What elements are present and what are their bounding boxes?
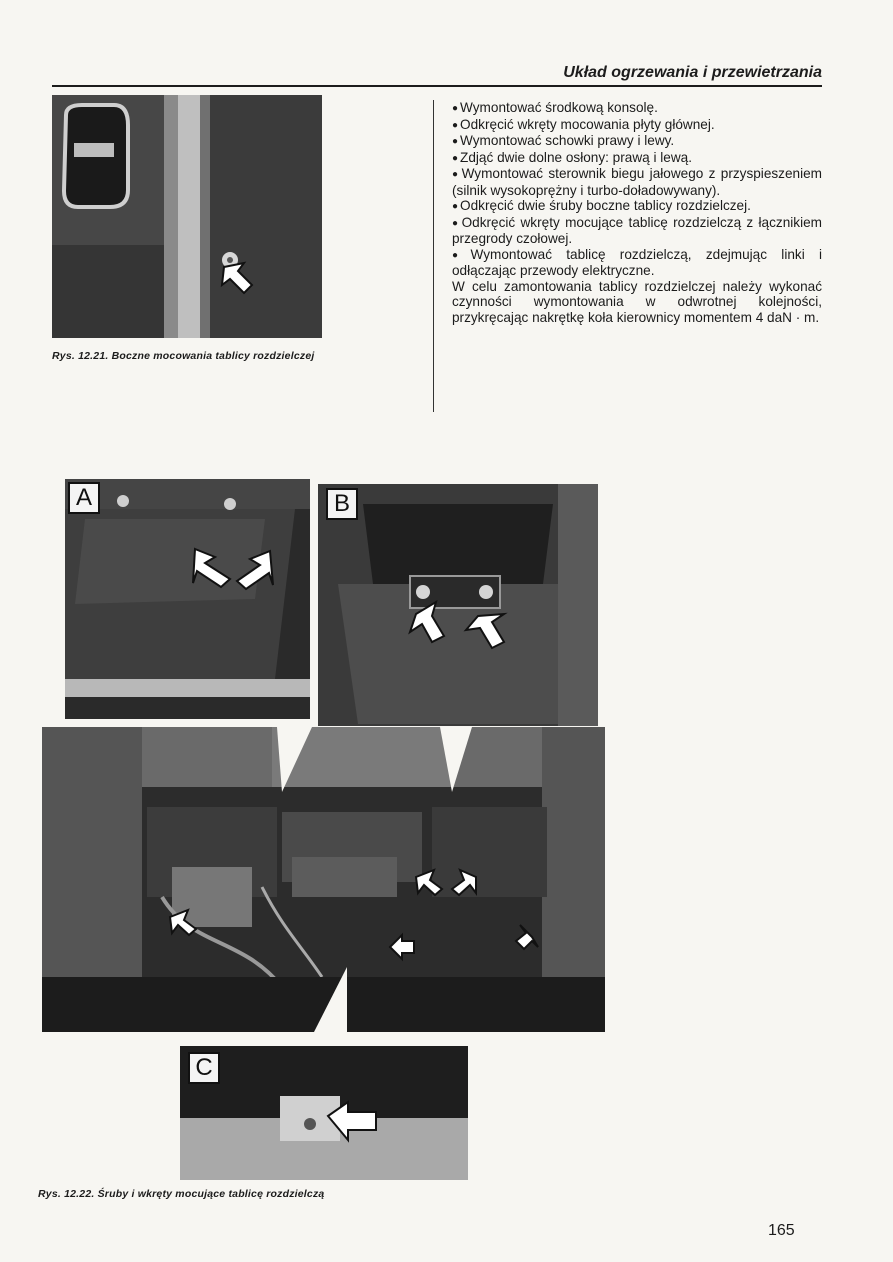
figure-12-22-photo-c <box>180 1046 468 1180</box>
figure-12-22-photo-main <box>42 727 605 1032</box>
photo-label-b: B <box>326 488 358 520</box>
running-head: Układ ogrzewania i przewietrzania <box>563 64 822 81</box>
figure-12-22-photo-a <box>65 479 310 719</box>
instruction-step: ● Odkręcić wkręty mocujące tablicę rozdzielczą z łącznikiem przegrody czołowej. <box>452 215 822 247</box>
figure-12-21-caption: Rys. 12.21. Boczne mocowania tablicy rozdzielczej <box>52 350 315 362</box>
instructions-text <box>452 100 822 325</box>
instruction-step: ● Wymontować schowki prawy i lewy. <box>452 133 822 150</box>
figure-12-21-photo <box>52 95 322 338</box>
column-divider <box>433 100 434 412</box>
photo-label-c: C <box>188 1052 220 1084</box>
header-rule <box>52 85 822 87</box>
instruction-step: ● Zdjąć dwie dolne osłony: prawą i lewą. <box>452 150 822 167</box>
page-number: 165 <box>768 1222 795 1239</box>
figure-12-22-caption: Rys. 12.22. Śruby i wkręty mocujące tablicę rozdzielczą <box>38 1188 325 1200</box>
photo-label-a: A <box>68 482 100 514</box>
figure-12-22-photo-b <box>318 484 598 726</box>
instruction-step: ● Wymontować sterownik biegu jałowego z przyspieszeniem (silnik wysokoprężny i turbo-doładowywany). <box>452 166 822 198</box>
instruction-step: ● Odkręcić dwie śruby boczne tablicy rozdzielczej. <box>452 198 822 215</box>
instruction-step: ● Wymontować tablicę rozdzielczą, zdejmując linki i odłączając przewody elektryczne. <box>452 247 822 279</box>
instruction-step: ● Wymontować środkową konsolę. <box>452 100 822 117</box>
instruction-step: ● Odkręcić wkręty mocowania płyty głównej. <box>452 117 822 134</box>
assembly-note: W celu zamontowania tablicy rozdzielczej należy wykonać czynności wymontowania w odwrotnej kolejności, przykręcając nakrętkę koła kierownicy momentem 4 daN · m. <box>452 278 822 325</box>
